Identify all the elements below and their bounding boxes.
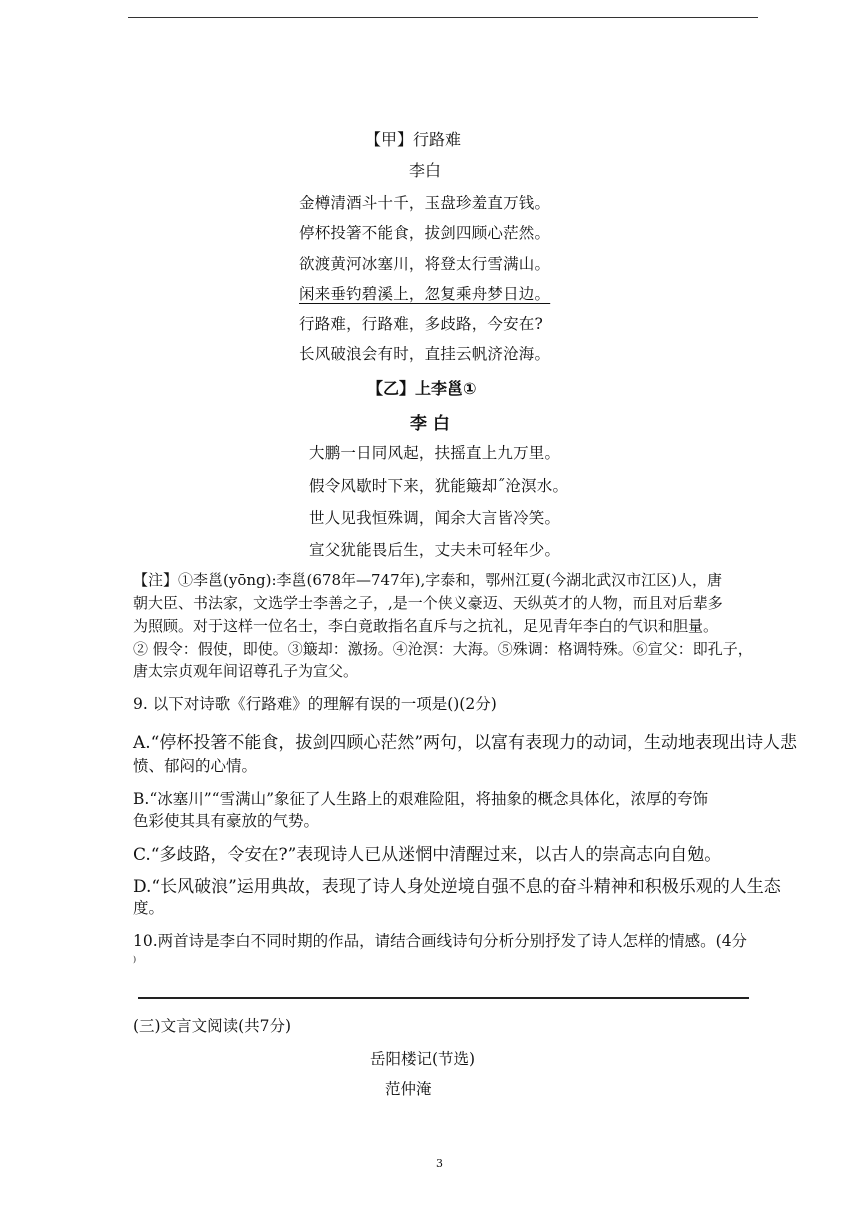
header-rule (128, 17, 758, 18)
page-number: 3 (436, 1157, 443, 1170)
section-3-author: 范仲淹 (385, 1080, 432, 1098)
section-3-heading: (三)文言文阅读(共7分) (133, 1017, 292, 1035)
question-9-option-d-cont: 度。 (133, 899, 165, 917)
poem-jia-line: 行路难，行路难，多歧路，今安在? (299, 315, 544, 333)
question-9-option-b: B.“冰塞川”“雪满山”象征了人生路上的艰难险阻，将抽象的概念具体化，浓厚的夸饰 (133, 790, 709, 808)
poem-yi-line: 假令风歇时下来，犹能簸却˝沧溟水。 (309, 477, 569, 495)
note-line: 唐太宗贞观年间诏尊孔子为宣父。 (133, 662, 359, 680)
section-3-title: 岳阳楼记(节选) (370, 1050, 476, 1068)
poem-yi-author: 李 白 (410, 414, 450, 434)
question-9-option-c: C.“多歧路，令安在?”表现诗人已从迷惘中清醒过来，以古人的崇高志向自勉。 (133, 845, 722, 865)
question-9-stem: 9. 以下对诗歌《行路难》的理解有误的一项是()(2分) (133, 695, 497, 713)
poem-yi-title: 【乙】上李邕① (367, 379, 477, 398)
question-9-option-a-cont: 愤、郁闷的心情。 (133, 757, 258, 775)
note-line: 为照顾。对于这样一位名士，李白竟敢指名直斥与之抗礼，足见青年李白的气识和胆量。 (133, 617, 719, 635)
poem-yi-line: 世人见我恒殊调，闻余大言皆冷笑。 (309, 509, 561, 527)
question-9-option-b-cont: 色彩使其具有豪放的气势。 (133, 812, 320, 830)
poem-jia-line: 长风破浪会有时，直挂云帆济沧海。 (299, 345, 551, 363)
poem-jia-author: 李白 (409, 161, 442, 180)
question-10-tail: ) (133, 955, 137, 964)
poem-jia-line: 欲渡黄河冰塞川，将登太行雪满山。 (299, 255, 551, 273)
poem-jia-line: 停杯投箸不能食，拔剑四顾心茫然。 (299, 224, 551, 242)
poem-yi-line: 宣父犹能畏后生，丈夫未可轻年少。 (309, 541, 561, 559)
poem-jia-title: 【甲】行路难 (365, 130, 462, 149)
question-9-option-d: D.“长风破浪”运用典故，表现了诗人身处逆境自强不息的奋斗精神和积极乐观的人生态 (133, 877, 781, 897)
section-divider (138, 997, 749, 999)
poem-jia-line-underlined: 闲来垂钓碧溪上，忽复乘舟梦日边。 (299, 285, 551, 303)
poem-jia-line: 金樽清酒斗十千，玉盘珍羞直万钱。 (299, 194, 551, 212)
question-10-stem: 10.两首诗是李白不同时期的作品，请结合画线诗句分析分别抒发了诗人怎样的情感。(4分 (133, 932, 748, 950)
note-line: 【注】①李邕(yōng):李邕(678年—747年),字泰和，鄂州江夏(今湖北武汉市江区)人，唐 (133, 571, 722, 589)
note-line: 朝大臣、书法家，文选学士李善之子，,是一个侠义豪迈、天纵英才的人物，而且对后辈多 (133, 594, 723, 612)
question-9-option-a: A.“停杯投箸不能食，拔剑四顾心茫然”两句，以富有表现力的动词，生动地表现出诗人悲 (133, 733, 798, 753)
poem-yi-line: 大鹏一日同风起，扶摇直上九万里。 (309, 444, 561, 462)
note-line: ② 假令：假使，即使。③簸却：激扬。④沧溟：大海。⑤殊调：格调特殊。⑥宣父：即孔子， (133, 640, 753, 658)
